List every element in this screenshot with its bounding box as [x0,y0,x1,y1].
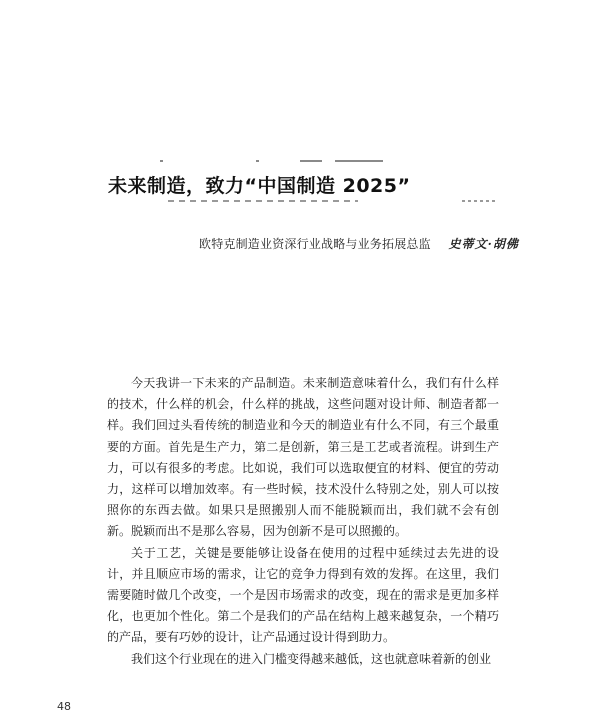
article-title: 未来制造，致力“中国制造 2025” [108,175,411,197]
title-divider [168,200,358,202]
body-paragraph-3: 我们这个行业现在的进入门槛变得越来越低，这也就意味着新的创业 [131,651,492,666]
scan-speckle [335,160,383,162]
body-paragraph-1: 今天我讲一下未来的产品制造。未来制造意味着什么，我们有什么样的技术，什么样的机会，什么样的挑战，这些问题对设计师、制造者都一样。我们回过头看传统的制造业和今天的制造业有什么不同，有三个最重要的方面。首先是生产力，第二是创新，第三是工艺或者流程。讲到生产力，可以有很多的考虑。比如说，我们可以选取便宜的材料、便宜的劳动力，这样可以增加效率。有一些时候，技术没什么特别之处，别人可以按照你的东西去做。如果只是照搬别人而不能脱颖而出，我们就不会有创新。脱颖而出不是那么容易，因为创新不是可以照搬的。 [107,376,499,539]
author-line [199,235,519,252]
author-names: 史蒂文·胡佛 [448,237,519,251]
page-number: 48 [57,700,71,713]
body-paragraph-2: 关于工艺，关键是要能够让设备在使用的过程中延续过去先进的设计，并且顺应市场的需求，让它的竞争力得到有效的发挥。在这里，我们需要随时做几个改变，一个是因市场需求的改变，现在的需求是更加多样化，也更加个性化。第二个是我们的产品在结构上越来越复杂，一个精巧的产品，要有巧妙的设计，让产品通过设计得到助力。 [107,545,499,645]
scan-speckle [256,160,259,162]
scan-speckle [300,160,322,162]
author-affiliation: 欧特克制造业资深行业战略与业务拓展总监 [199,237,431,251]
title-divider-right [462,200,498,202]
article-body [107,373,499,670]
scan-speckle [160,160,163,162]
